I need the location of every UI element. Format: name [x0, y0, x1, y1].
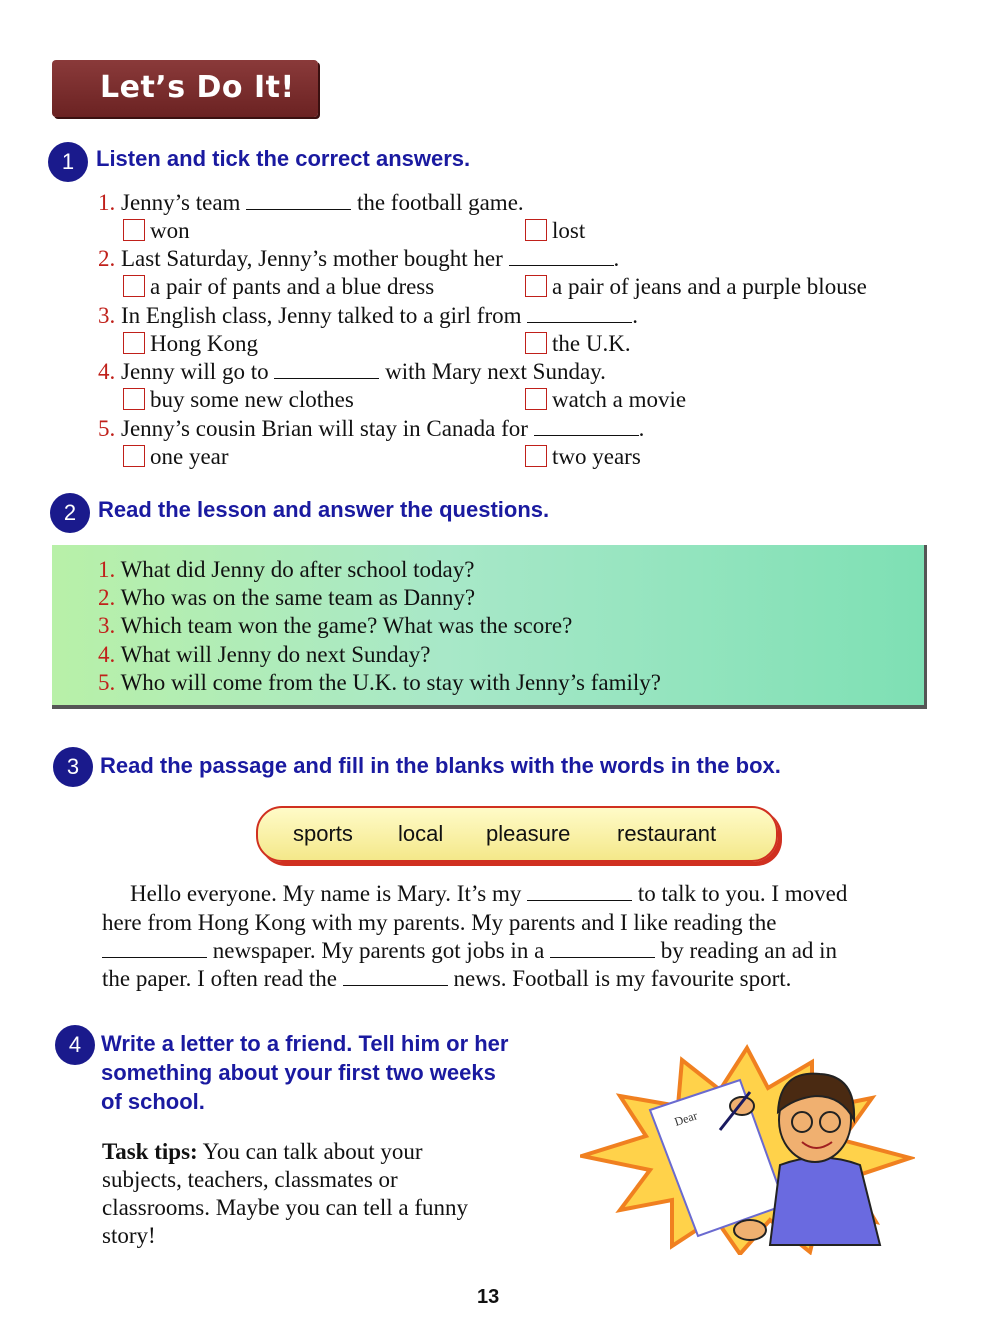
question-text: Which team won the game? What was the score?	[120, 613, 573, 638]
option-4a[interactable]	[123, 386, 354, 414]
section-banner	[52, 60, 318, 117]
answer-blank	[534, 417, 639, 436]
listen-question-4	[98, 358, 606, 386]
question-text-end: with Mary next Sunday.	[385, 359, 606, 384]
answer-blank	[509, 247, 614, 266]
word-pleasure: pleasure	[486, 821, 571, 846]
read-question-4	[98, 641, 430, 669]
question-number: 5.	[98, 416, 116, 441]
question-text: Who will come from the U.K. to stay with Jenny’s family?	[120, 670, 661, 695]
option-label: a pair of pants and a blue dress	[150, 274, 435, 299]
lower-hand-shape	[734, 1220, 766, 1240]
checkbox[interactable]	[525, 388, 547, 410]
passage-text: the paper. I often read the	[102, 966, 337, 991]
tips-text: story!	[102, 1223, 156, 1248]
listen-question-1	[98, 189, 524, 217]
question-text: Who was on the same team as Danny?	[120, 585, 476, 610]
fill-blank	[550, 939, 655, 958]
option-3a[interactable]	[123, 330, 258, 358]
passage-text: Hello everyone. My name is Mary. It’s my	[130, 881, 522, 906]
option-1a[interactable]	[123, 217, 190, 245]
section-4-heading	[101, 1029, 508, 1116]
passage-line-4	[102, 965, 791, 993]
fill-blank	[102, 939, 207, 958]
passage-text: news. Football is my favourite sport.	[453, 966, 792, 991]
tips-text: subjects, teachers, classmates or	[102, 1167, 398, 1192]
listen-question-2	[98, 245, 619, 273]
checkbox[interactable]	[525, 275, 547, 297]
question-number: 2.	[98, 585, 116, 610]
fill-blank	[343, 967, 448, 986]
question-number: 4.	[98, 359, 116, 384]
section-2-number: 2	[50, 493, 90, 533]
paper-text: Dear	[672, 1108, 700, 1129]
heading-line: Write a letter to a friend. Tell him or her	[101, 1031, 509, 1056]
checkbox[interactable]	[525, 332, 547, 354]
page-number: 13	[477, 1286, 500, 1308]
question-number: 5.	[98, 670, 116, 695]
read-question-3	[98, 612, 572, 640]
word-restaurant: restaurant	[617, 821, 717, 846]
question-text-end: .	[632, 303, 639, 328]
option-label: a pair of jeans and a purple blouse	[552, 274, 867, 299]
section-3-number: 3	[53, 747, 93, 787]
option-label: Hong Kong	[150, 331, 258, 356]
question-number: 4.	[98, 642, 116, 667]
task-tips	[102, 1138, 468, 1250]
question-number: 1.	[98, 557, 116, 582]
section-4-number: 4	[55, 1025, 95, 1065]
option-label: won	[150, 218, 190, 243]
option-label: lost	[552, 218, 586, 243]
checkbox[interactable]	[123, 445, 145, 467]
option-5b[interactable]	[525, 443, 641, 471]
heading-line: of school.	[101, 1089, 205, 1114]
read-question-5	[98, 669, 661, 697]
question-text: What did Jenny do after school today?	[120, 557, 475, 582]
tips-label: Task tips:	[102, 1139, 198, 1164]
option-1b[interactable]	[525, 217, 585, 245]
heading-line: something about your first two weeks	[101, 1060, 496, 1085]
passage-line-1	[130, 880, 847, 908]
question-text: Last Saturday, Jenny’s mother bought her	[121, 246, 503, 271]
read-question-2	[98, 584, 475, 612]
answer-blank	[246, 191, 351, 210]
checkbox[interactable]	[525, 445, 547, 467]
question-text: Jenny’s team	[121, 190, 241, 215]
option-label: buy some new clothes	[150, 387, 354, 412]
banner-title: Let’s Do It!	[100, 70, 295, 105]
question-number: 2.	[98, 246, 116, 271]
question-number: 3.	[98, 303, 116, 328]
option-label: one year	[150, 444, 229, 469]
question-text-end: .	[638, 416, 645, 441]
option-2a[interactable]	[123, 273, 434, 301]
question-text: What will Jenny do next Sunday?	[120, 642, 431, 667]
tips-text: classrooms. Maybe you can tell a funny	[102, 1195, 468, 1220]
passage-text: newspaper. My parents got jobs in a	[212, 938, 545, 963]
option-5a[interactable]	[123, 443, 229, 471]
question-number: 3.	[98, 613, 116, 638]
question-text: In English class, Jenny talked to a girl from	[121, 303, 522, 328]
answer-blank	[527, 304, 632, 323]
listen-question-3	[98, 302, 638, 330]
read-question-1	[98, 556, 474, 584]
word-sports: sports	[293, 821, 353, 846]
option-label: two years	[552, 444, 641, 469]
option-label: the U.K.	[552, 331, 631, 356]
question-text-end: .	[613, 246, 620, 271]
option-2b[interactable]	[525, 273, 867, 301]
passage-text: by reading an ad in	[660, 938, 838, 963]
question-text: Jenny will go to	[121, 359, 269, 384]
passage-line-2	[102, 909, 777, 937]
word-local: local	[398, 821, 444, 846]
option-label: watch a movie	[552, 387, 687, 412]
question-text-end: the football game.	[356, 190, 524, 215]
answer-blank	[274, 360, 379, 379]
passage-line-3	[102, 937, 837, 965]
checkbox[interactable]	[123, 332, 145, 354]
passage-text: to talk to you. I moved	[637, 881, 848, 906]
passage-text: here from Hong Kong with my parents. My parents and I like reading the	[102, 910, 777, 935]
checkbox[interactable]	[123, 275, 145, 297]
question-number: 1.	[98, 190, 116, 215]
boy-writing-letter-illustration	[580, 1040, 915, 1255]
fill-blank	[527, 882, 632, 901]
question-text: Jenny’s cousin Brian will stay in Canada for	[121, 416, 528, 441]
checkbox[interactable]	[525, 219, 547, 241]
checkbox[interactable]	[123, 388, 145, 410]
tips-text: You can talk about your	[202, 1139, 423, 1164]
listen-question-5	[98, 415, 644, 443]
checkbox[interactable]	[123, 219, 145, 241]
option-4b[interactable]	[525, 386, 686, 414]
section-1-heading: Listen and tick the correct answers.	[96, 146, 471, 171]
option-3b[interactable]	[525, 330, 631, 358]
section-3-heading: Read the passage and fill in the blanks with the words in the box.	[100, 753, 781, 778]
section-2-heading: Read the lesson and answer the questions.	[98, 497, 550, 522]
section-1-number: 1	[48, 142, 88, 182]
